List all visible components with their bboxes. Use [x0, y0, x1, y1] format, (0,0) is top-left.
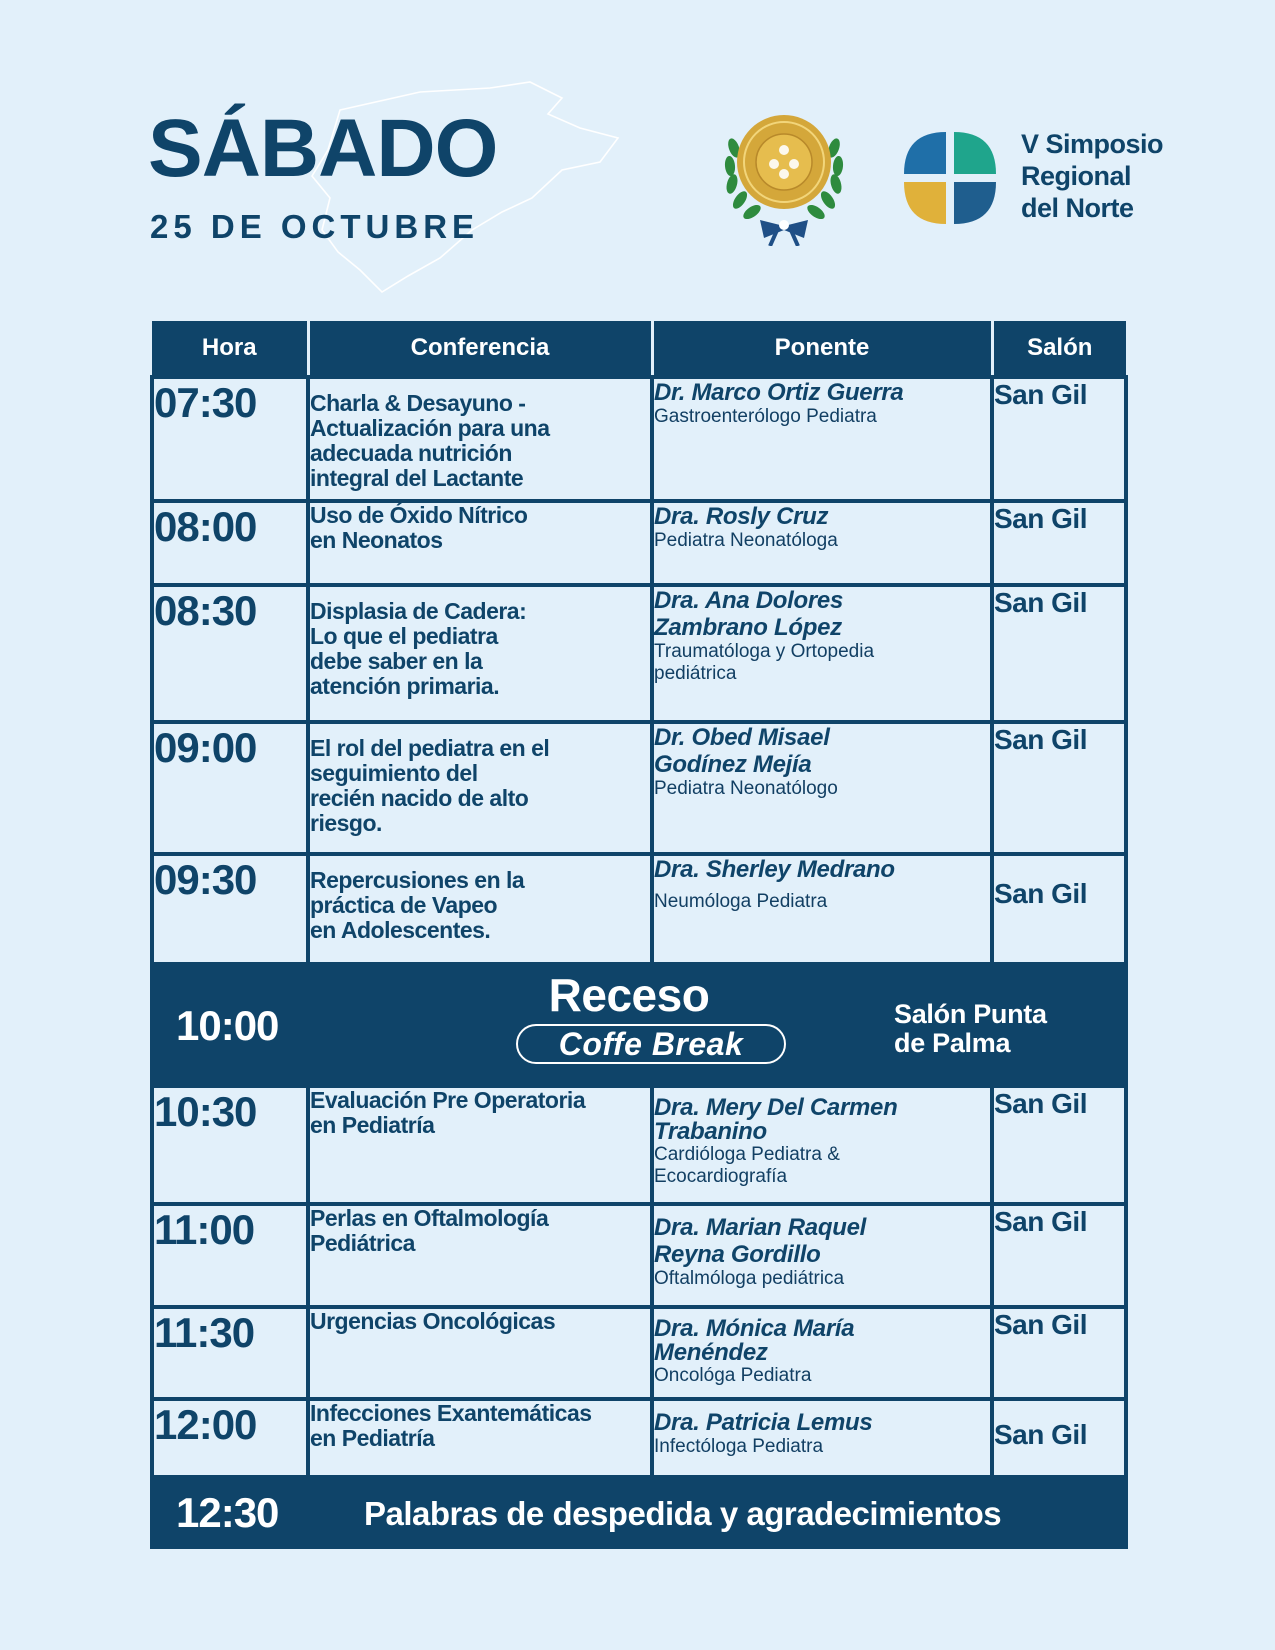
session-room: San Gil — [992, 377, 1126, 501]
closing-row — [152, 1477, 1126, 1547]
speaker-name: Dr. Obed Misael — [654, 724, 830, 751]
speaker-role: pediátrica — [654, 663, 737, 684]
title-line: en Neonatos — [310, 527, 443, 553]
speaker-name: Menéndez — [654, 1339, 768, 1366]
event-date: 25 DE OCTUBRE — [150, 208, 480, 245]
break-cell — [152, 964, 1126, 1086]
title-line: atención primaria. — [310, 673, 500, 699]
speaker-cell — [652, 854, 992, 964]
header-salon: Salón — [992, 321, 1126, 377]
title-line: Displasia de Cadera: — [310, 598, 527, 624]
table-row — [152, 1399, 1126, 1477]
break-room-line: de Palma — [894, 1028, 1011, 1058]
speaker-name: Dra. Ana Dolores — [654, 587, 844, 614]
session-room: San Gil — [992, 722, 1126, 854]
header-hora: Hora — [152, 321, 308, 377]
title-line: debe saber en la — [310, 648, 483, 674]
session-time: 11:00 — [152, 1204, 308, 1307]
speaker-role: Pediatra Neonatólogo — [654, 778, 838, 799]
table-row — [152, 377, 1126, 501]
table-row — [152, 501, 1126, 585]
speaker-cell — [652, 1307, 992, 1399]
speaker-role: Ecocardiografía — [654, 1166, 788, 1187]
title-line: Charla & Desayuno - — [310, 390, 526, 416]
event-name-line: V Simposio — [1021, 129, 1164, 159]
break-row — [152, 964, 1126, 1086]
title-line: en Pediatría — [310, 1425, 435, 1451]
event-name — [1021, 128, 1241, 224]
table-row — [152, 722, 1126, 854]
speaker-role: Oncológa Pediatra — [654, 1365, 812, 1386]
title-line: Repercusiones en la — [310, 867, 525, 893]
session-title — [308, 1204, 652, 1307]
title-line: integral del Lactante — [310, 465, 524, 491]
session-room: San Gil — [992, 1204, 1126, 1307]
speaker-name: Dra. Rosly Cruz — [654, 503, 829, 530]
speaker-cell — [652, 1204, 992, 1307]
session-title — [308, 377, 652, 501]
session-title — [308, 1086, 652, 1204]
speaker-name: Dra. Mónica María — [654, 1315, 855, 1342]
closing-cell — [152, 1477, 1126, 1547]
break-time: 10:00 — [176, 1002, 279, 1049]
session-title — [308, 722, 652, 854]
title-line: seguimiento del — [310, 760, 478, 786]
speaker-cell — [652, 501, 992, 585]
title-line: práctica de Vapeo — [310, 892, 498, 918]
speaker-role: Pediatra Neonatóloga — [654, 530, 838, 551]
title-line: Uso de Óxido Nítrico — [310, 502, 528, 528]
title-line: Evaluación Pre Operatoria — [310, 1087, 586, 1113]
title-line: en Pediatría — [310, 1112, 435, 1138]
title-line: riesgo. — [310, 810, 382, 836]
table-row — [152, 1086, 1126, 1204]
speaker-name: Trabanino — [654, 1118, 767, 1145]
day-title: SÁBADO — [148, 103, 498, 194]
coffee-break-badge: Coffe Break — [516, 1024, 786, 1064]
title-line: adecuada nutrición — [310, 440, 512, 466]
session-time: 08:00 — [152, 501, 308, 585]
speaker-name: Reyna Gordillo — [654, 1241, 821, 1268]
session-room: San Gil — [992, 854, 1126, 964]
session-time: 10:30 — [152, 1086, 308, 1204]
title-line: Pediátrica — [310, 1230, 415, 1256]
header-ponente: Ponente — [652, 321, 992, 377]
speaker-role: Oftalmóloga pediátrica — [654, 1268, 845, 1289]
table-row — [152, 854, 1126, 964]
speaker-cell — [652, 1399, 992, 1477]
closing-time: 12:30 — [176, 1489, 279, 1536]
speaker-cell — [652, 585, 992, 722]
table-row — [152, 1204, 1126, 1307]
session-room: San Gil — [992, 1307, 1126, 1399]
speaker-name: Dra. Marian Raquel — [654, 1214, 866, 1241]
session-title — [308, 501, 652, 585]
pediatric-society-seal-logo — [720, 108, 848, 246]
speaker-role: Traumatóloga y Ortopedia — [654, 641, 875, 662]
session-title — [308, 585, 652, 722]
speaker-role: Infectóloga Pediatra — [654, 1436, 824, 1457]
session-room: San Gil — [992, 585, 1126, 722]
session-room: San Gil — [992, 1399, 1126, 1477]
session-time: 12:00 — [152, 1399, 308, 1477]
break-title: Receso — [548, 969, 710, 1021]
session-title — [308, 854, 652, 964]
title-line: Perlas en Oftalmología — [310, 1205, 549, 1231]
speaker-name: Godínez Mejía — [654, 751, 812, 778]
speaker-cell — [652, 1086, 992, 1204]
title-line: El rol del pediatra en el — [310, 735, 550, 761]
closing-title: Palabras de despedida y agradecimientos — [364, 1495, 1002, 1532]
event-name-line: Regional — [1021, 161, 1132, 191]
event-name-line: del Norte — [1021, 193, 1134, 223]
agenda-header-row — [152, 321, 1126, 377]
speaker-cell — [652, 722, 992, 854]
session-time: 07:30 — [152, 377, 308, 501]
title-line: Lo que el pediatra — [310, 623, 498, 649]
speaker-name: Dra. Patricia Lemus — [654, 1409, 873, 1436]
session-room: San Gil — [992, 501, 1126, 585]
speaker-role: Gastroenterólogo Pediatra — [654, 406, 877, 427]
session-time: 09:00 — [152, 722, 308, 854]
session-time: 09:30 — [152, 854, 308, 964]
title-line: en Adolescentes. — [310, 917, 491, 943]
speaker-role: Cardióloga Pediatra & — [654, 1144, 840, 1165]
title-line: recién nacido de alto — [310, 785, 529, 811]
symposium-cross-logo — [900, 128, 1000, 228]
agenda-table — [150, 321, 1128, 1549]
title-line: Actualización para una — [310, 415, 550, 441]
title-line: Urgencias Oncológicas — [310, 1308, 556, 1334]
session-time: 08:30 — [152, 585, 308, 722]
break-room — [894, 1000, 1094, 1058]
table-row — [152, 585, 1126, 722]
title-line: Infecciones Exantemáticas — [310, 1400, 592, 1426]
speaker-name: Zambrano López — [654, 614, 842, 641]
session-room: San Gil — [992, 1086, 1126, 1204]
speaker-name: Dr. Marco Ortiz Guerra — [654, 379, 904, 406]
header-conferencia: Conferencia — [308, 321, 652, 377]
speaker-role: Neumóloga Pediatra — [654, 891, 828, 912]
speaker-cell — [652, 377, 992, 501]
break-room-line: Salón Punta — [894, 999, 1047, 1029]
table-row — [152, 1307, 1126, 1399]
session-title — [308, 1399, 652, 1477]
speaker-name: Dra. Mery Del Carmen — [654, 1094, 898, 1121]
session-time: 11:30 — [152, 1307, 308, 1399]
speaker-name: Dra. Sherley Medrano — [654, 856, 895, 883]
session-title — [308, 1307, 652, 1399]
